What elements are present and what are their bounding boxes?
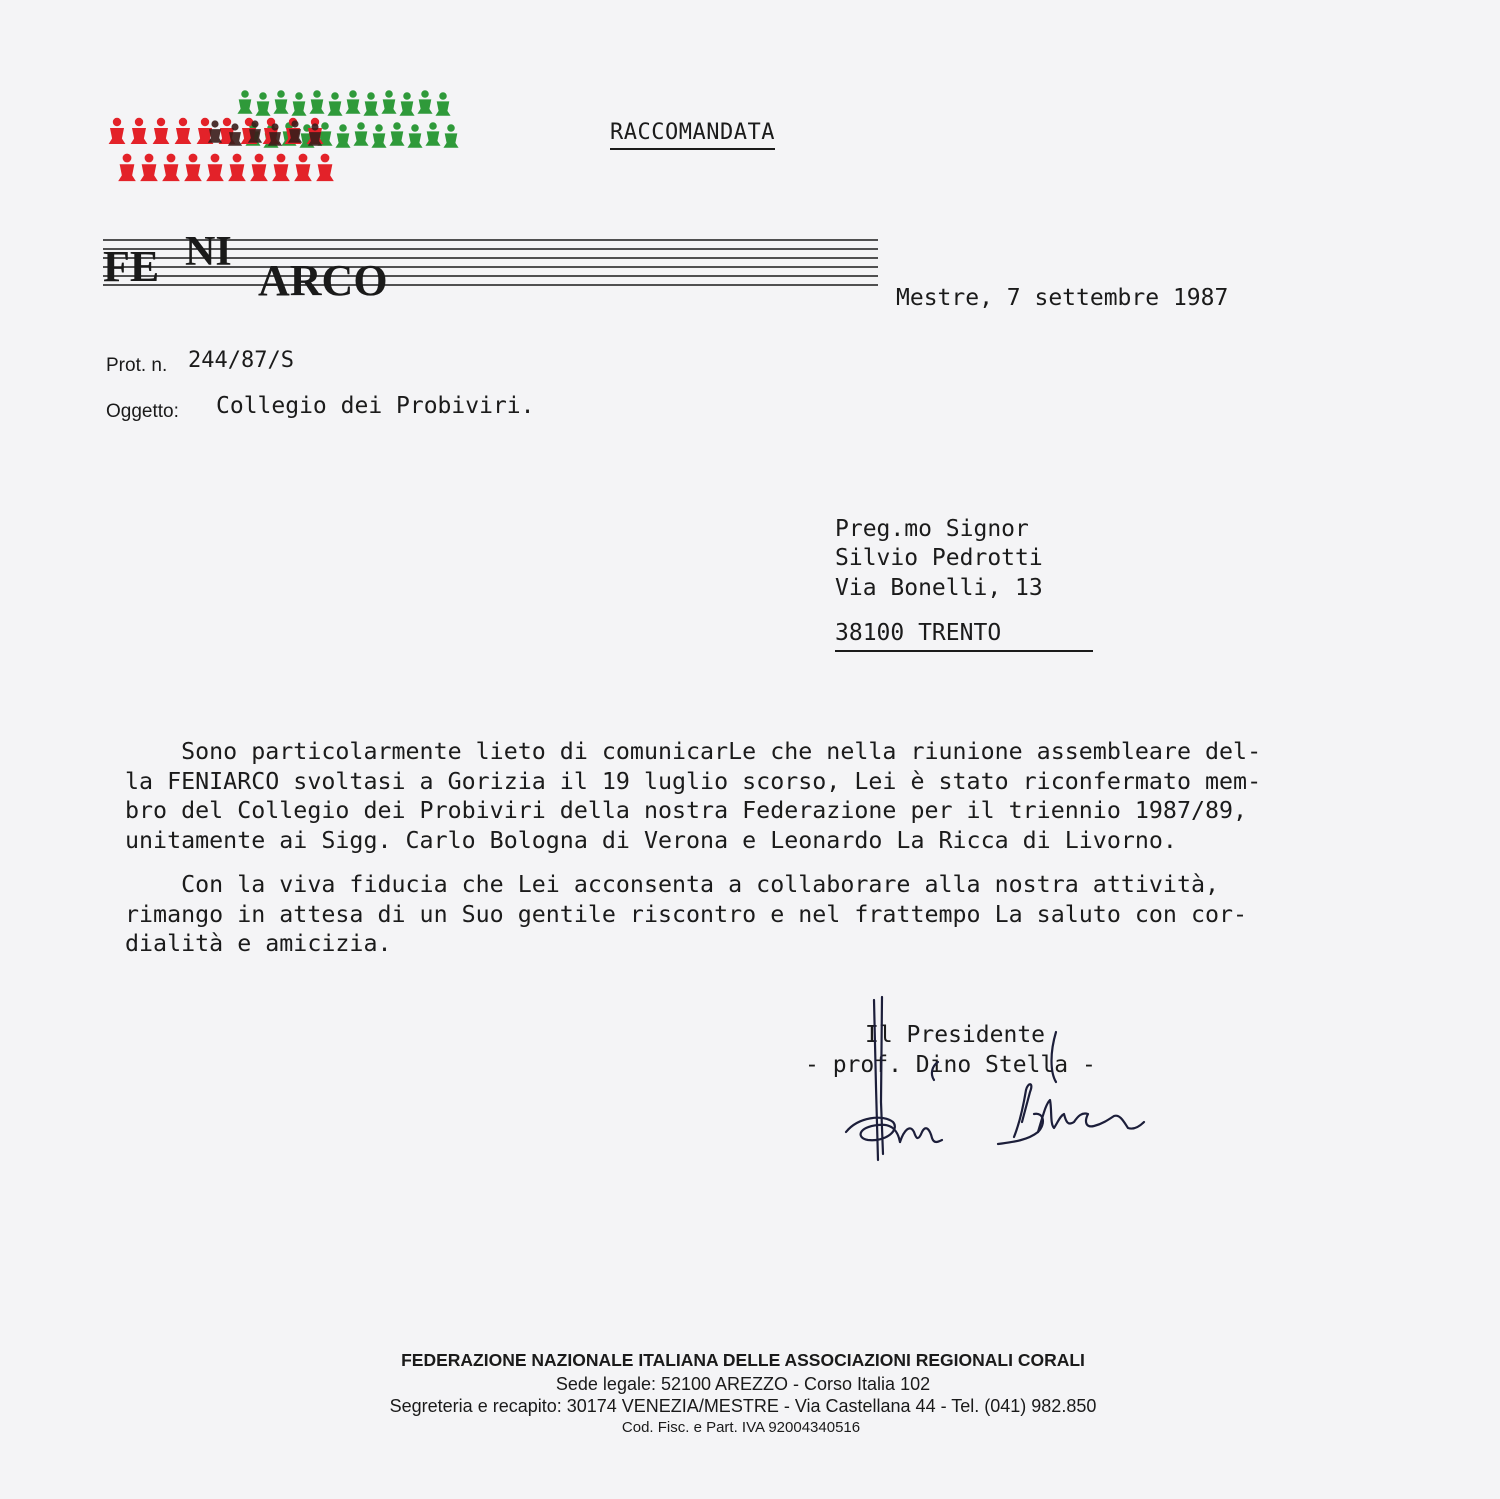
body-paragraph-2: Con la viva fiducia che Lei acconsenta a collaborare alla nostra attività, rimango in attesa di un Suo gentile riscontro e nel frattempo La saluto con cor- dialità e amicizia. — [125, 871, 1248, 957]
closing-title: Il Presidente — [865, 1022, 1046, 1048]
logo-singer-figure — [294, 154, 312, 182]
oggetto-value: Collegio dei Probiviri. — [216, 393, 535, 419]
signature-icon — [838, 992, 1158, 1167]
recipient-salutation: Preg.mo Signor — [835, 516, 1029, 542]
logo-singer-figure — [273, 90, 288, 114]
logo-singer-figure — [208, 120, 222, 142]
logo-singer-figure — [335, 124, 350, 148]
choir-logo-icon — [105, 80, 465, 205]
logo-singer-figure — [399, 92, 414, 116]
closing-name: - prof. Dino Stella - — [805, 1052, 1096, 1078]
logo-singer-figure — [118, 154, 136, 182]
logo-singer-figure — [353, 122, 368, 146]
wordmark-ni: NI — [185, 232, 232, 275]
recipient-name: Silvio Pedrotti — [835, 545, 1043, 571]
logo-singer-figure — [316, 154, 334, 182]
logo-singer-figure — [175, 118, 192, 144]
oggetto-label: Oggetto: — [106, 401, 179, 422]
logo-singer-figure — [184, 154, 202, 182]
logo-singer-figure — [389, 122, 404, 146]
logo-singer-figure — [327, 92, 342, 116]
logo-singer-figure — [435, 92, 450, 116]
logo-red-singers — [109, 118, 334, 181]
logo-singer-figure — [407, 124, 422, 148]
wordmark-fe: FE — [103, 242, 160, 291]
footer-tax-code: Cod. Fisc. e Part. IVA 92004340516 — [621, 1419, 861, 1436]
body-paragraph-1: Sono particolarmente lieto di comunicarLe che nella riunione assembleare del- la FENIARCO svoltasi a Gorizia il 19 luglio scorso, Lei è stato riconfermato mem- bro del Collegio dei Probiviri della nostra Federazione per il triennio 1987/89, unitamente ai Sigg. Carlo Bologna di Verona e Leonardo La Ricca di Livorno. — [125, 738, 1262, 854]
logo-singer-figure — [345, 90, 360, 114]
logo-singer-figure — [363, 92, 378, 116]
logo-singer-figure — [162, 154, 180, 182]
logo-singer-figure — [131, 118, 148, 144]
footer-legal-seat: Sede legale: 52100 AREZZO - Corso Italia 102 — [555, 1374, 931, 1394]
logo-singer-figure — [272, 154, 290, 182]
logo-singer-figure — [228, 154, 246, 182]
logo-singer-figure — [381, 90, 396, 114]
recipient-city: 38100 TRENTO — [835, 620, 1093, 652]
prot-label: Prot. n. — [106, 355, 168, 376]
footer-secretariat: Segreteria e recapito: 30174 VENEZIA/MESTRE - Via Castellana 44 - Tel. (041) 982.850 — [389, 1396, 1097, 1416]
logo-singer-figure — [309, 90, 324, 114]
logo-singer-figure — [425, 122, 440, 146]
logo-singer-figure — [255, 92, 270, 116]
logo-singer-figure — [250, 154, 268, 182]
logo-singer-figure — [153, 118, 170, 144]
logo-singer-figure — [291, 92, 306, 116]
prot-value: 244/87/S — [188, 348, 294, 373]
logo-singer-figure — [228, 123, 242, 145]
raccomandata-label: RACCOMANDATA — [610, 120, 775, 150]
logo-singer-figure — [417, 90, 432, 114]
date-line: Mestre, 7 settembre 1987 — [896, 285, 1229, 311]
logo-singer-figure — [206, 154, 224, 182]
logo-singer-figure — [140, 154, 158, 182]
logo-singer-figure — [371, 124, 386, 148]
feniarco-wordmark — [103, 232, 883, 302]
recipient-street: Via Bonelli, 13 — [835, 575, 1043, 601]
footer-federation-name: FEDERAZIONE NAZIONALE ITALIANA DELLE ASSOCIAZIONI REGIONALI CORALI — [401, 1350, 1085, 1370]
logo-singer-figure — [237, 90, 252, 114]
wordmark-arco: ARCO — [258, 256, 388, 302]
logo-singer-figure — [443, 124, 458, 148]
logo-singer-figure — [109, 118, 126, 144]
